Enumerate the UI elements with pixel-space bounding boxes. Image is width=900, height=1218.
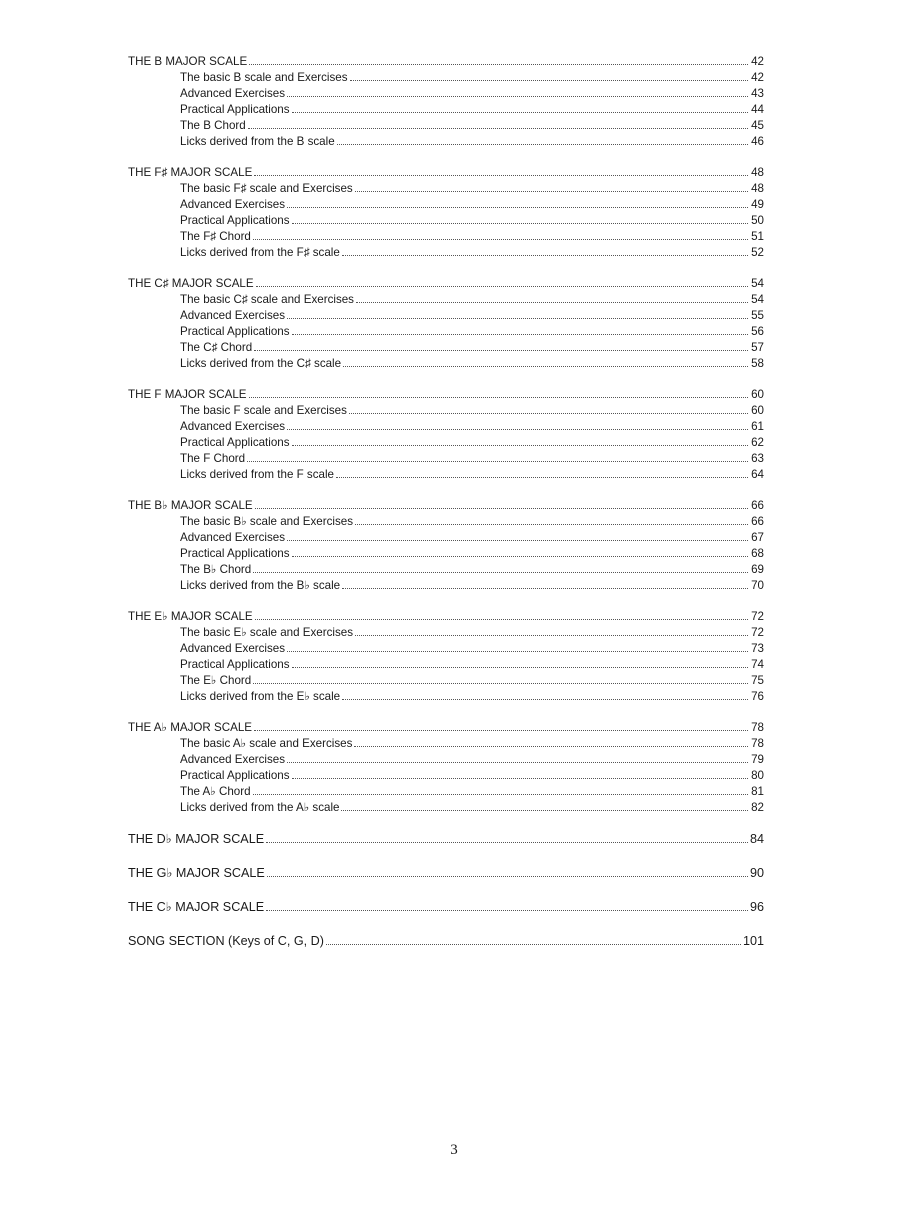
entry-label: Practical Applications [180,214,290,227]
dot-leader [287,651,748,652]
entry-label: THE A♭ MAJOR SCALE [128,721,253,734]
entry-label: Licks derived from the E♭ scale [180,690,341,703]
dot-leader [287,762,748,763]
sub-entry [128,356,764,372]
entry-label: Advanced Exercises [180,87,286,100]
dot-leader [254,350,748,351]
dot-leader [287,540,748,541]
entry-label: Advanced Exercises [180,531,286,544]
dot-leader [342,255,748,256]
toc-section [128,609,764,705]
entry-label: THE E♭ MAJOR SCALE [128,610,253,623]
entry-label: The F♯ Chord [180,230,251,243]
sub-entry [128,784,764,800]
entry-label: Licks derived from the B♭ scale [180,579,341,592]
dot-leader [287,429,748,430]
entry-label: THE C♯ MAJOR SCALE [128,277,254,290]
dot-leader [356,302,748,303]
entry-label: Advanced Exercises [180,642,286,655]
dot-leader [342,588,748,589]
entry-label: The basic F scale and Exercises [180,404,347,417]
entry-label: Licks derived from the F♯ scale [180,246,340,259]
entry-page: 55 [751,309,764,322]
entry-page: 80 [751,769,764,782]
entry-label: Licks derived from the C♯ scale [180,357,342,370]
dot-leader [254,175,748,176]
entry-page: 61 [751,420,764,433]
sub-entry [128,451,764,467]
entry-label: Advanced Exercises [180,420,286,433]
dot-leader [349,413,748,414]
dot-leader [336,477,748,478]
section-heading [128,387,764,403]
dot-leader [247,461,748,462]
entry-label: Advanced Exercises [180,309,286,322]
dot-leader [248,128,748,129]
entry-page: 96 [749,900,764,914]
entry-label: The basic B♭ scale and Exercises [180,515,354,528]
entry-page: 72 [751,626,764,639]
dot-leader [255,619,748,620]
sub-entry [128,245,764,261]
sub-entry [128,752,764,768]
entry-label: The basic F♯ scale and Exercises [180,182,353,195]
sub-entry [128,435,764,451]
dot-leader [292,667,748,668]
dot-leader [287,96,748,97]
sub-entry [128,689,764,705]
entry-page: 42 [751,55,764,68]
entry-label: Practical Applications [180,103,290,116]
entry-label: Licks derived from the F scale [180,468,334,481]
dot-leader [354,746,748,747]
toc-section [128,276,764,372]
dot-leader [255,508,748,509]
sub-entry [128,641,764,657]
table-of-contents [128,54,764,967]
sub-entry [128,229,764,245]
entry-label: Licks derived from the B scale [180,135,335,148]
entry-page: 70 [751,579,764,592]
dot-leader [287,318,748,319]
section-heading [128,276,764,292]
entry-page: 79 [751,753,764,766]
toc-single-section [128,933,764,949]
sub-entry [128,530,764,546]
section-heading [128,720,764,736]
entry-label: The E♭ Chord [180,674,252,687]
dot-leader [355,524,748,525]
entry-page: 60 [751,404,764,417]
entry-label: The basic B scale and Exercises [180,71,348,84]
entry-label: THE B♭ MAJOR SCALE [128,499,253,512]
dot-leader [337,144,748,145]
entry-label: THE F♯ MAJOR SCALE [128,166,253,179]
dot-leader [350,80,748,81]
sub-entry [128,181,764,197]
entry-label: THE G♭ MAJOR SCALE [128,866,265,880]
dot-leader [355,191,748,192]
entry-page: 64 [751,468,764,481]
sub-entry [128,403,764,419]
toc-single-section [128,899,764,915]
entry-label: The C♯ Chord [180,341,253,354]
dot-leader [253,683,748,684]
entry-label: The basic C♯ scale and Exercises [180,293,354,306]
sub-entry [128,70,764,86]
sub-entry [128,292,764,308]
entry-page: 60 [751,388,764,401]
entry-label: The B Chord [180,119,246,132]
entry-label: The B♭ Chord [180,563,252,576]
entry-label: THE F MAJOR SCALE [128,388,247,401]
sub-entry [128,768,764,784]
dot-leader [256,286,748,287]
section-heading [128,865,764,881]
sub-entry [128,578,764,594]
entry-page: 90 [749,866,764,880]
entry-page: 58 [751,357,764,370]
entry-page: 49 [751,198,764,211]
dot-leader [292,112,748,113]
entry-page: 51 [751,230,764,243]
sub-entry [128,736,764,752]
entry-label: THE B MAJOR SCALE [128,55,248,68]
entry-page: 66 [751,515,764,528]
entry-page: 72 [751,610,764,623]
entry-page: 62 [751,436,764,449]
dot-leader [253,239,748,240]
section-heading [128,933,764,949]
sub-entry [128,213,764,229]
entry-page: 52 [751,246,764,259]
entry-page: 73 [751,642,764,655]
entry-page: 57 [751,341,764,354]
entry-page: 54 [751,277,764,290]
entry-page: 63 [751,452,764,465]
dot-leader [266,910,748,911]
section-heading [128,831,764,847]
entry-label: The basic A♭ scale and Exercises [180,737,353,750]
dot-leader [355,635,748,636]
toc-single-section [128,831,764,847]
sub-entry [128,340,764,356]
sub-entry [128,102,764,118]
dot-leader [249,397,748,398]
single-entries [128,831,764,949]
sub-entry [128,118,764,134]
entry-label: Advanced Exercises [180,198,286,211]
entry-label: Licks derived from the A♭ scale [180,801,340,814]
entry-page: 43 [751,87,764,100]
dot-leader [292,445,748,446]
dot-leader [253,794,748,795]
sub-entry [128,514,764,530]
entry-page: 67 [751,531,764,544]
dot-leader [326,944,741,945]
sub-entry [128,86,764,102]
dot-leader [342,699,748,700]
dot-leader [254,730,748,731]
entry-page: 84 [749,832,764,846]
dot-leader [292,778,748,779]
entry-label: Practical Applications [180,325,290,338]
sub-entry [128,324,764,340]
entry-label: The F Chord [180,452,246,465]
entry-page: 68 [751,547,764,560]
sub-entry [128,673,764,689]
toc-single-section [128,865,764,881]
entry-label: THE C♭ MAJOR SCALE [128,900,265,914]
toc-section [128,498,764,594]
entry-label: Practical Applications [180,436,290,449]
sub-entry [128,467,764,483]
dot-leader [292,334,748,335]
entry-label: Practical Applications [180,769,290,782]
section-heading [128,54,764,70]
entry-page: 50 [751,214,764,227]
sub-entry [128,562,764,578]
entry-page: 46 [751,135,764,148]
dot-leader [249,64,748,65]
entry-page: 69 [751,563,764,576]
entry-label: Practical Applications [180,658,290,671]
entry-label: The basic E♭ scale and Exercises [180,626,354,639]
entry-label: SONG SECTION (Keys of C, G, D) [128,934,324,948]
entry-page: 75 [751,674,764,687]
dot-leader [292,556,748,557]
entry-page: 54 [751,293,764,306]
sub-entry [128,308,764,324]
toc-section [128,54,764,150]
sub-entry [128,657,764,673]
section-heading [128,899,764,915]
entry-page: 56 [751,325,764,338]
dot-leader [292,223,748,224]
sub-entry [128,197,764,213]
entry-page: 66 [751,499,764,512]
entry-label: Practical Applications [180,547,290,560]
entry-page: 44 [751,103,764,116]
toc-section [128,165,764,261]
entry-page: 78 [751,737,764,750]
sub-entry [128,800,764,816]
toc-section [128,387,764,483]
dot-leader [343,366,748,367]
sub-entry [128,134,764,150]
entry-page: 81 [751,785,764,798]
dot-leader [266,842,748,843]
entry-page: 76 [751,690,764,703]
entry-label: THE D♭ MAJOR SCALE [128,832,265,846]
entry-page: 74 [751,658,764,671]
entry-page: 101 [742,934,764,948]
entry-page: 48 [751,182,764,195]
entry-label: The A♭ Chord [180,785,251,798]
entry-page: 48 [751,166,764,179]
toc-section [128,720,764,816]
scale-sections [128,54,764,816]
dot-leader [253,572,748,573]
entry-label: Advanced Exercises [180,753,286,766]
entry-page: 78 [751,721,764,734]
sub-entry [128,625,764,641]
entry-page: 45 [751,119,764,132]
dot-leader [341,810,748,811]
entry-page: 82 [751,801,764,814]
section-heading [128,165,764,181]
section-heading [128,498,764,514]
dot-leader [267,876,748,877]
entry-page: 42 [751,71,764,84]
sub-entry [128,546,764,562]
sub-entry [128,419,764,435]
dot-leader [287,207,748,208]
page-number: 3 [450,1142,458,1158]
section-heading [128,609,764,625]
